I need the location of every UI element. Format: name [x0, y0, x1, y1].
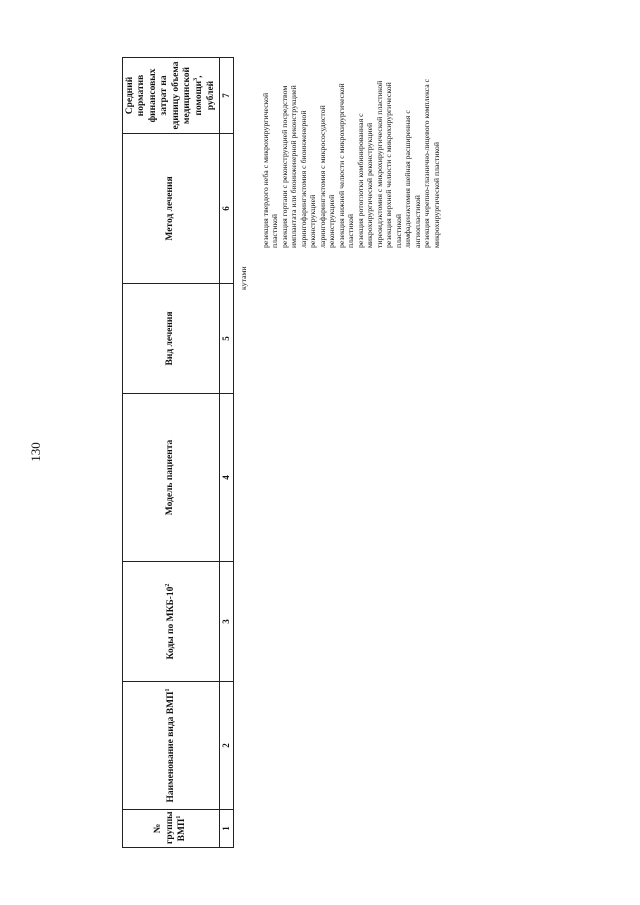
column-number-row [220, 58, 234, 848]
vmp-table [122, 57, 234, 848]
treatment-method-item: ларингофарингэктомия с микрососудистой реконструкцией [317, 105, 336, 248]
header-group-number: № группы ВМП$^1$ [123, 810, 220, 848]
treatment-method-item: ларингофарингэктомия с биоинженерной реконструкцией [298, 110, 317, 248]
treatment-method-item: резекция верхней челюсти с микрохирургической пластикой [384, 82, 403, 248]
header-treatment-method: Метод лечения [123, 134, 220, 284]
column-number: 7 [220, 58, 234, 134]
page-number: 130 [28, 442, 43, 462]
table-body-text [239, 0, 579, 290]
column-number: 2 [220, 682, 234, 810]
column-number: 4 [220, 394, 234, 562]
header-treatment-type: Вид лечения [123, 284, 220, 394]
treatment-method-item: резекция ротоглотки комбинированная с микрохирургической реконструкцией [355, 113, 374, 248]
treatment-method-item: резекция гортани с реконструкцией посредством имплантата или биоинженерной реконструкцией [279, 85, 298, 248]
column-number: 1 [220, 810, 234, 848]
column-number: 3 [220, 562, 234, 682]
column-number: 5 [220, 284, 234, 394]
header-cost-standard: Средний норматив финансовых затрат на единицу объема медицинской помощи$^3$, рублей [123, 58, 220, 134]
treatment-method-item: лимфаденэктомия шейная расширенная с ангиопластикой [403, 110, 422, 248]
table-header-row [123, 58, 220, 848]
treatment-method-item: резекция нижней челюсти с микрохирургической пластикой [336, 83, 355, 248]
table-header-block [122, 58, 232, 848]
header-patient-model: Модель пациента [123, 394, 220, 562]
continuation-text: кутами [239, 266, 248, 290]
treatment-method-item: резекция твердого неба с микрохирургической пластикой [260, 92, 279, 248]
header-vmp-type: Наименование вида ВМП$^1$ [123, 682, 220, 810]
treatment-method-item: резекция черепно-глазнично-лицевого комплекса с микрохирургической пластикой [422, 78, 441, 248]
column-number: 6 [220, 134, 234, 284]
header-icd-codes: Коды по МКБ-$10^2$ [123, 562, 220, 682]
treatment-method-item: тиреоидэктомия с микрохирургической пластикой [374, 80, 384, 248]
treatment-methods-list [261, 70, 442, 248]
